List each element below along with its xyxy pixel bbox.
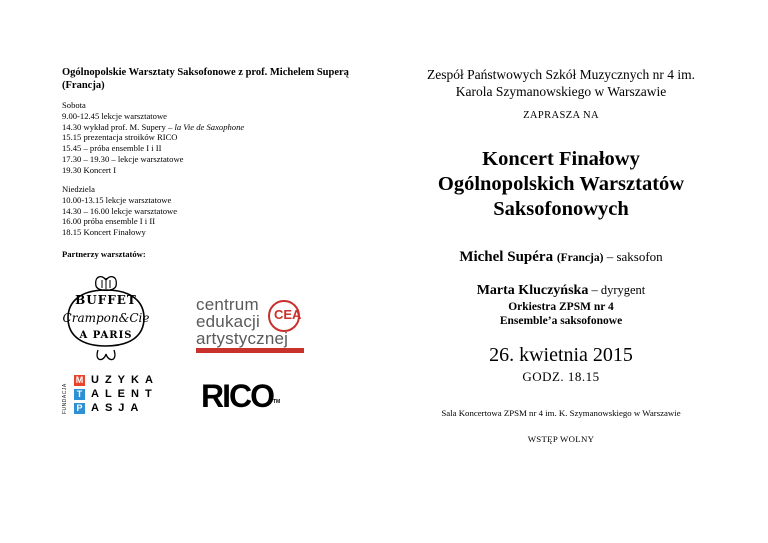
rico-logo: RICO™ xyxy=(201,378,281,414)
invitation-text: ZAPRASZA NA xyxy=(523,110,599,121)
mtp-row-2: T ALENT xyxy=(74,388,158,401)
cea-line-3: artystycznej xyxy=(196,329,289,348)
schedule-item: 18.15 Koncert Finałowy xyxy=(62,227,146,238)
performer-country: (Francja) xyxy=(556,252,604,264)
venue: Sala Koncertowa ZPSM nr 4 im. K. Szymanowskiego w Warszawie xyxy=(441,408,681,418)
schedule-item: 19.30 Koncert I xyxy=(62,164,117,175)
cea-line-2: edukacji xyxy=(196,312,260,331)
schedule-item: 9.00-12.45 lekcje warsztatowe xyxy=(62,110,167,121)
schedule-item: 15.45 – próba ensemble I i II xyxy=(62,143,162,154)
school-name: Zespół Państwowych Szkół Muzycznych nr 4 im. Karola Szymanowskiego w Warszawie xyxy=(426,67,696,99)
workshop-title: Ogólnopolskie Warsztaty Saksofonowe z prof. Michelem Superą (Francja) xyxy=(62,67,349,91)
schedule-item: 14.30 wykład prof. M. Supery – la Vie de Saxophone xyxy=(62,121,245,132)
ensembles: Orkiestra ZPSM nr 4 Ensemble’a saksofonowe xyxy=(499,301,623,327)
sunday-schedule xyxy=(62,184,392,238)
cea-line-1: centrum xyxy=(196,295,259,314)
schedule-item: 14.30 – 16.00 lekcje warsztatowe xyxy=(62,205,178,216)
partners-label: Partnerzy warsztatów: xyxy=(62,249,146,259)
concert-title: Koncert Finałowy Ogólnopolskich Warsztatów Saksofonowych xyxy=(437,148,685,220)
concert-hour: GODZ. 18.15 xyxy=(522,369,600,384)
cea-mark: CEA xyxy=(268,300,300,332)
mtp-row-1: M UZYKA xyxy=(75,374,159,386)
lecture-title: la Vie de Saxophone xyxy=(174,121,245,132)
schedule-item: 10.00-13.15 lekcje warsztatowe xyxy=(62,194,172,205)
mtp-row-3: P ASJA xyxy=(74,402,144,415)
concert-date: 26. kwietnia 2015 xyxy=(489,344,633,366)
conductor-name: Marta Kluczyńska xyxy=(476,283,589,298)
schedule-item: 17.30 – 19.30 – lekcje warsztatowe xyxy=(62,153,184,164)
conductor-role: – dyrygent xyxy=(588,283,646,297)
paris-text: A PARIS xyxy=(79,330,133,341)
buffet-text: BUFFET xyxy=(75,293,137,307)
conductor-line xyxy=(398,282,724,299)
schedule-day: Sobota xyxy=(62,100,86,110)
entry-info: WSTĘP WOLNY xyxy=(527,434,595,444)
cea-bar xyxy=(196,348,304,353)
muzyka-talent-pasja-logo xyxy=(62,372,182,416)
schedule-item: 15.15 prezentacja stroików RICO xyxy=(62,132,178,143)
foundation-label: FUNDACJA xyxy=(62,383,68,414)
performer-role: – saksofon xyxy=(603,249,663,264)
schedule-day: Niedziela xyxy=(62,184,95,194)
schedule-item: 16.00 próba ensemble I i II xyxy=(62,216,156,227)
crampon-text: Crampon&Cie xyxy=(62,311,150,325)
buffet-crampon-logo xyxy=(58,272,154,364)
performer-name: Michel Supéra xyxy=(459,249,554,265)
cea-logo xyxy=(196,296,304,358)
performer-line xyxy=(398,248,724,267)
saturday-schedule xyxy=(62,100,392,176)
